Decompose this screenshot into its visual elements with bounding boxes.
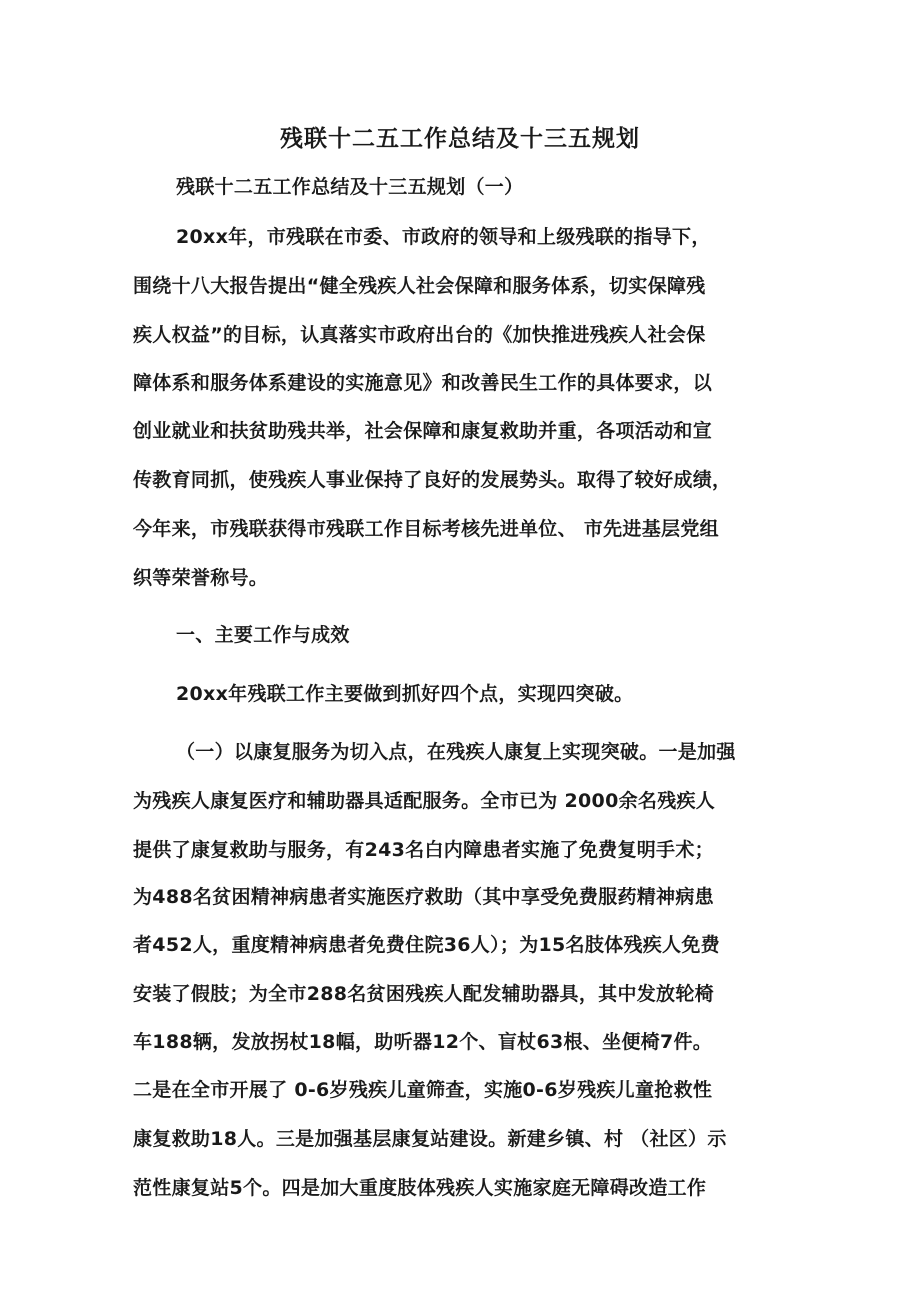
rehab-line: 者452人，重度精神病患者免费住院36人）；为15名肢体残疾人免费 [133,934,720,956]
intro-line: 围绕十八大报告提出“健全残疾人社会保障和服务体系，切实保障残 [133,275,706,297]
subtitle: 残联十二五工作总结及十三五规划（一） [176,176,524,198]
section-heading: 一、主要工作与成效 [176,624,350,646]
intro-line: 疾人权益”的目标，认真落实市政府出台的《加快推进残疾人社会保 [133,324,706,346]
rehab-line: 为残疾人康复医疗和辅助器具适配服务。全市已为 2000余名残疾人 [133,790,716,812]
intro-line: 创业就业和扶贫助残共举，社会保障和康复救助并重，各项活动和宣 [133,420,713,442]
rehab-line: 康复救助18人。三是加强基层康复站建设。新建乡镇、村 （社区）示 [133,1128,727,1150]
rehab-line: 范性康复站5个。四是加大重度肢体残疾人实施家庭无障碍改造工作 [133,1177,707,1199]
rehab-line: （一）以康复服务为切入点，在残疾人康复上实现突破。一是加强 [176,741,736,763]
intro-line: 20xx年，市残联在市委、市政府的领导和上级残联的指导下， [176,226,711,248]
rehab-line: 二是在全市开展了 0-6岁残疾儿童筛查，实施0-6岁残疾儿童抢救性 [133,1079,713,1101]
section-summary: 20xx年残联工作主要做到抓好四个点，实现四突破。 [176,683,634,705]
intro-line: 织等荣誉称号。 [133,567,269,589]
rehab-line: 为488名贫困精神病患者实施医疗救助（其中享受免费服药精神病患 [133,886,714,908]
intro-line: 传教育同抓，使残疾人事业保持了良好的发展势头。取得了较好成绩， [133,469,732,491]
intro-line: 今年来，市残联获得市残联工作目标考核先进单位、 市先进基层党组 [133,518,719,540]
intro-line: 障体系和服务体系建设的实施意见》和改善民生工作的具体要求，以 [133,372,713,394]
rehab-line: 安装了假肢；为全市288名贫困残疾人配发辅助器具，其中发放轮椅 [133,983,714,1005]
rehab-line: 提供了康复救助与服务，有243名白内障患者实施了免费复明手术； [133,839,714,861]
rehab-line: 车188辆，发放拐杖18幅，助听器12个、盲杖63根、坐便椅7件。 [133,1031,713,1053]
document-title: 残联十二五工作总结及十三五规划 [280,126,640,152]
